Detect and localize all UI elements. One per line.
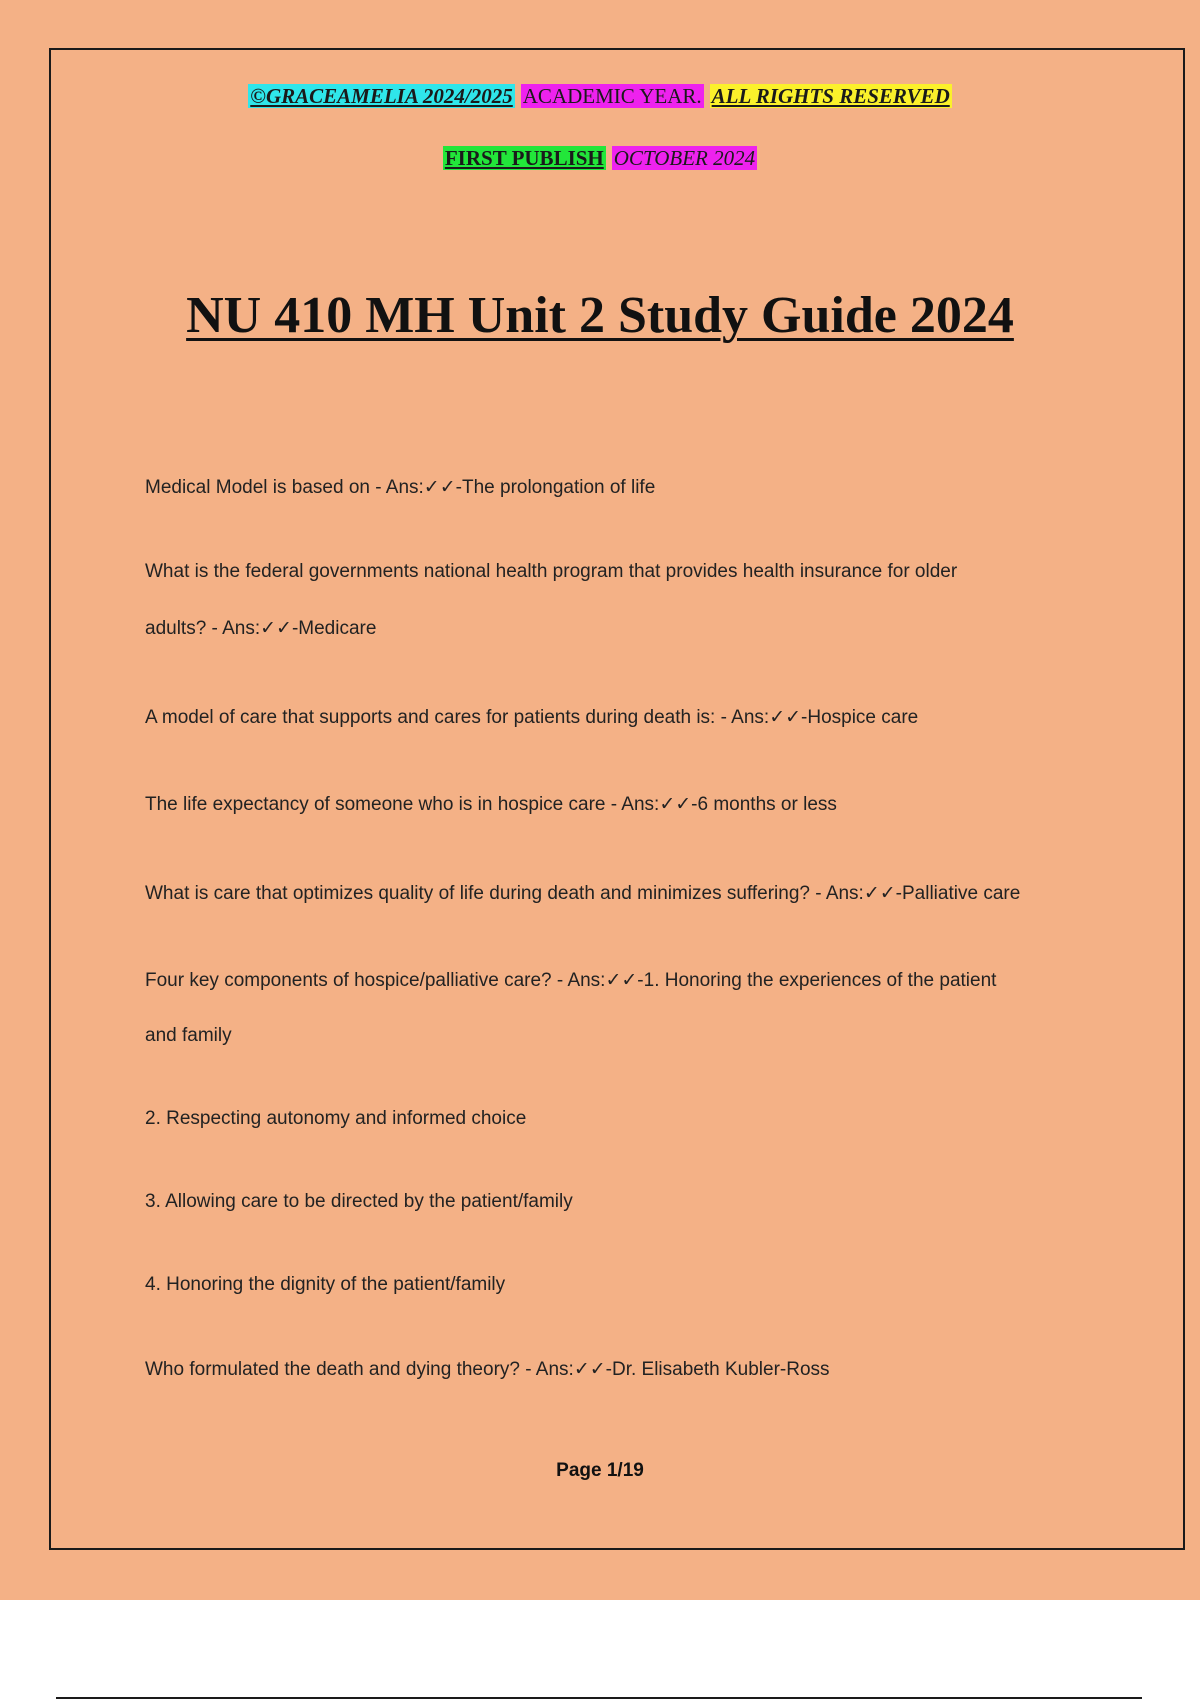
qa-line: and family: [145, 1025, 232, 1046]
rights-reserved-label: ALL RIGHTS RESERVED: [711, 84, 950, 108]
copyright-label: ©GRACEAMELIA 2024/2025: [250, 84, 513, 108]
qa-line: 4. Honoring the dignity of the patient/family: [145, 1274, 506, 1295]
qa-line: The life expectancy of someone who is in hospice care - Ans:✓✓-6 months or less: [145, 794, 837, 815]
page-number: Page 1/19: [556, 1460, 644, 1481]
qa-line: Four key components of hospice/palliative care? - Ans:✓✓-1. Honoring the experiences of the patient: [145, 970, 997, 991]
publish-date-label: OCTOBER 2024: [613, 146, 756, 170]
copyright-header: [0, 84, 1200, 109]
qa-line: What is the federal governments national health program that provides health insurance for older: [145, 561, 958, 582]
qa-line: 3. Allowing care to be directed by the patient/family: [145, 1191, 573, 1212]
qa-line: 2. Respecting autonomy and informed choice: [145, 1108, 527, 1129]
qa-line: A model of care that supports and cares for patients during death is: - Ans:✓✓-Hospice care: [145, 707, 919, 728]
qa-line: What is care that optimizes quality of life during death and minimizes suffering? - Ans:✓✓-Palliative care: [145, 883, 1021, 904]
academic-year-label: ACADEMIC YEAR.: [522, 84, 702, 108]
footer-divider: [56, 1697, 1142, 1699]
publish-header: [0, 146, 1200, 171]
document-title: NU 410 MH Unit 2 Study Guide 2024: [186, 287, 1014, 344]
qa-line: Medical Model is based on - Ans:✓✓-The prolongation of life: [145, 477, 656, 498]
first-publish-label: FIRST PUBLISH: [444, 146, 604, 170]
qa-line: Who formulated the death and dying theory? - Ans:✓✓-Dr. Elisabeth Kubler-Ross: [145, 1359, 830, 1380]
qa-line: adults? - Ans:✓✓-Medicare: [145, 618, 377, 639]
